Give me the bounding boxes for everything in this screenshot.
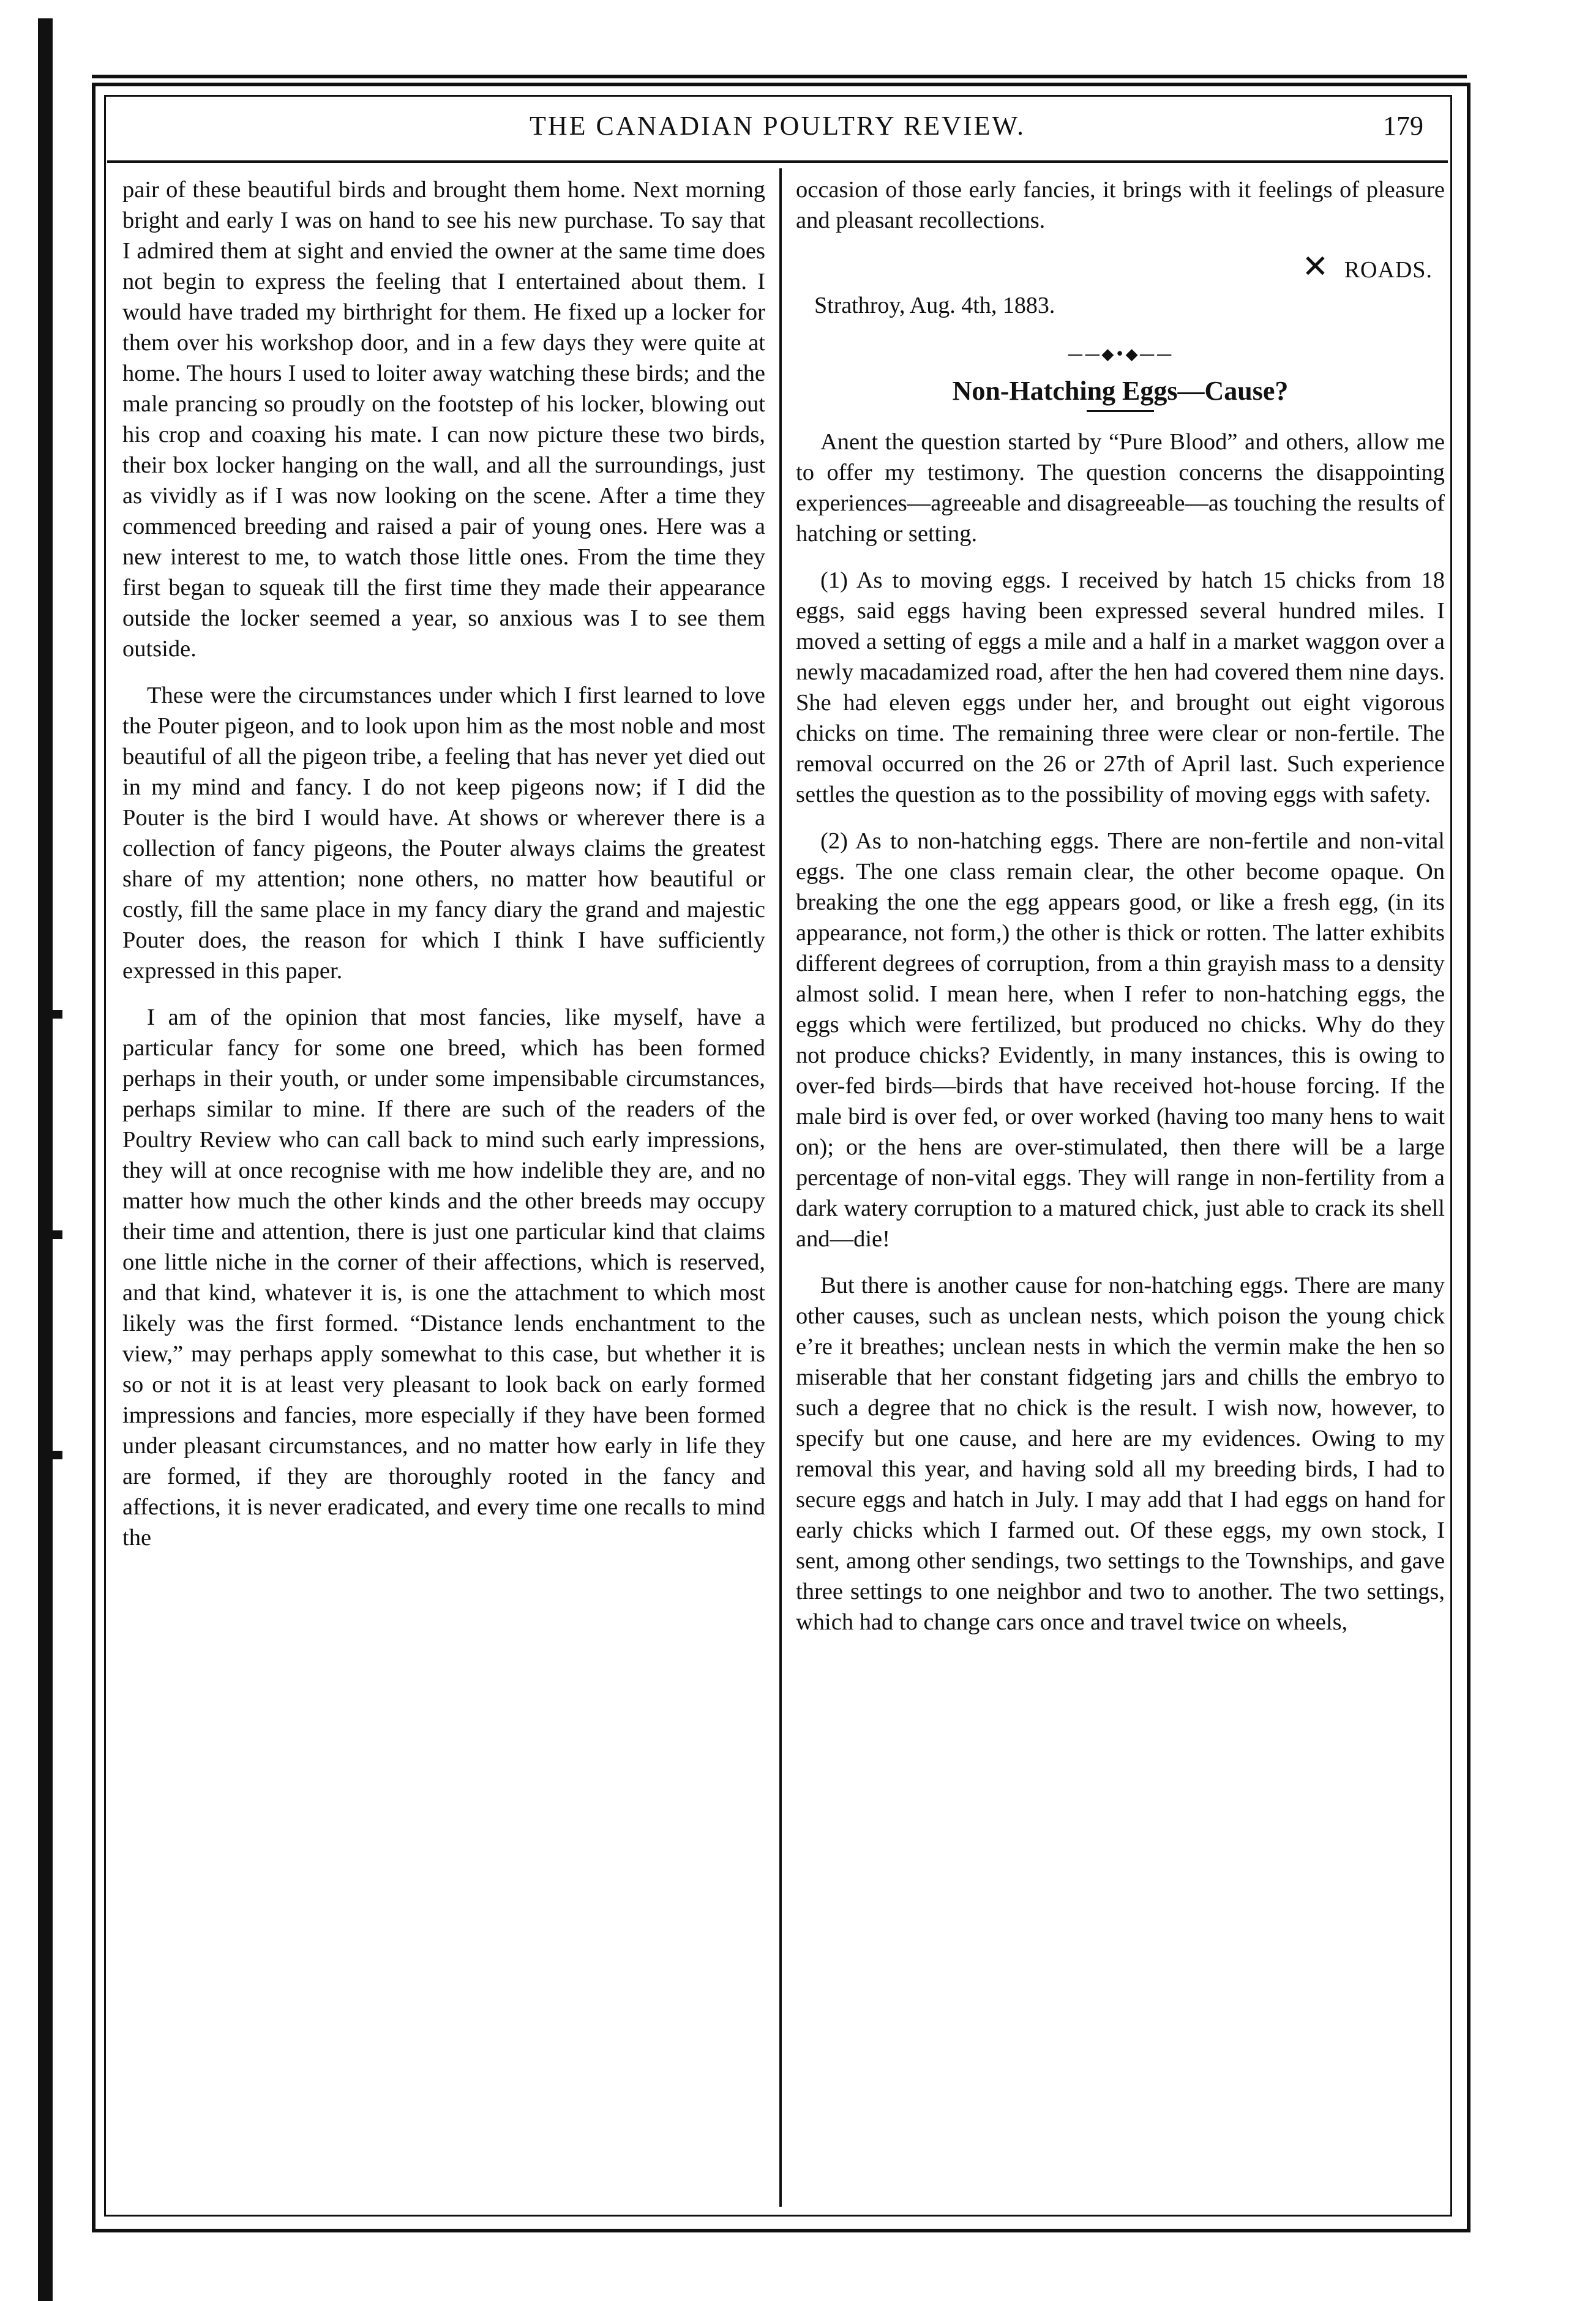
signature-name: ROADS. [1344,257,1433,283]
running-title: THE CANADIAN POULTRY REVIEW. [530,111,1025,141]
paragraph-continuation: occasion of those early fancies, it brings with it feelings of pleasure and pleasant recollections. [796,177,1445,233]
paragraph: (1) As to moving eggs. I received by hatch 15 chicks from 18 eggs, said eggs having been expressed several hundred miles. I moved a setting of eggs a mile and a half in a market waggon over a newly macadamized road, after the hen had covered them nine days. She had eleven eggs under her, and brought out eight vigorous chicks on time. The remaining three were clear or non-fertile. The removal occurred on the 26 or 27th of April last. Such experience settles the question as to the possibility of moving eggs with safety. [796,567,1445,807]
left-column [122,174,765,2194]
paragraph: Anent the question started by “Pure Blood” and others, allow me to offer my testimony. The question concerns the disappointing experiences—agreeable and disagreeable—as touching the results of hatching or setting. [796,429,1445,547]
right-column [796,174,1445,2194]
paragraph: These were the circumstances under which I first learned to love the Pouter pigeon, and to look upon him as the most noble and most beautiful of all the pigeon tribe, a feeling that has never yet died out in my mind and fancy. I do not keep pigeons now; if I did the Pouter is the bird I would have. At shows or wherever there is a collection of fancy pigeons, the Pouter always claims the greatest share of my attention; none others, no matter how beautiful or costly, fill the same place in my fancy diary the grand and majestic Pouter does, the reason for which I think I have sufficiently expressed in this paper. [122,683,765,984]
cross-mark-icon: ✕ [1302,249,1330,285]
section-ornament: ——◆•◆—— [1067,345,1174,364]
binding-mark [44,1010,62,1019]
dateline: Strathroy, Aug. 4th, 1883. [814,293,1055,318]
paragraph: (2) As to non-hatching eggs. There are non-fertile and non-vital eggs. The one class remain clear, the other become opaque. On breaking the one the egg appears good, or like a fresh egg, (in its appearance, not form,) the other is thick or rotten. The latter exhibits different degrees of corruption, from a thin grayish mass to a density almost solid. I mean here, when I refer to non-hatching eggs, the eggs which were fertilized, but produced no chicks. Why do they not produce chicks? Evidently, in many instances, this is owing to over-fed birds—birds that have received hot-house forcing. If the male bird is over fed, or over worked (having too many hens to wait on); or the hens are over-stimulated, then there will be a large percentage of non-vital eggs. They will range in non-fertility from a dark watery corruption to a matured chick, just able to crack its shell and—die! [796,828,1445,1252]
page-header [107,105,1448,163]
column-divider [779,168,782,2207]
binding-mark [44,1230,62,1239]
page-binding-edge [38,18,53,2301]
binding-mark [44,1451,62,1459]
article-title: Non-Hatching Eggs—Cause? [952,376,1289,406]
top-rule [92,75,1467,78]
paragraph: But there is another cause for non-hatching eggs. There are many other causes, such as unclean nests, which poison the young chick e’re it breathes; unclean nests in which the vermin make the hen so miserable that her constant fidgeting jars and chills the embryo to such a degree that no chick is the result. I wish now, however, to specify but one cause, and here are my evidences. Owing to my removal this year, and having sold all my breeding birds, I had to secure eggs and hatch in July. I may add that I had eggs on hand for early chicks which I farmed out. Of these eggs, my own stock, I sent, among other sendings, two settings to the Townships, and gave three settings to one neighbor and two to another. The two settings, which had to change cars once and travel twice on wheels, [796,1273,1445,1635]
author-signature [796,249,1433,285]
paragraph: I am of the opinion that most fancies, like myself, have a particular fancy for some one breed, which has been formed perhaps in their youth, or under some impensibable circumstances, perhaps similar to mine. If there are such of the readers of the Poultry Review who can call back to mind such early impressions, they will at once recognise with me how indelible they are, and no matter how much the other kinds and the other breeds may occupy their time and attention, there is just one particular kind that claims one little niche in the corner of their affections, which is reserved, and that kind, whatever it is, is one the attachment to which most likely was the first formed. “Distance lends enchantment to the view,” may perhaps apply somewhat to this case, but whether it is so or not it is at least very pleasant to look back on early formed impressions and fancies, more especially if they have been formed under pleasant circumstances, and no matter how early in life they are formed, if they are thoroughly rooted in the fancy and affections, it is never eradicated, and every time one recalls to mind the [122,1005,765,1551]
title-rule [1087,410,1154,412]
page-number: 179 [1383,111,1423,141]
paragraph: pair of these beautiful birds and brought them home. Next morning bright and early I was on hand to see his new purchase. To say that I admired them at sight and envied the owner at the same time does not begin to express the feeling that I entertained about them. I would have traded my birthright for them. He fixed up a locker for them over his workshop door, and in a few days they were quite at home. The hours I used to loiter away watching these birds; and the male prancing so proudly on the footstep of his locker, blowing out his crop and coaxing his mate. I can now picture these two birds, their box locker hanging on the wall, and all the surroundings, just as vividly as if I was now looking on the scene. After a time they commenced breeding and raised a pair of young ones. Here was a new interest to me, to watch those little ones. From the time they first began to squeak till the first time they made their appearance outside the locker seemed a year, so anxious was I to see them outside. [122,177,765,662]
